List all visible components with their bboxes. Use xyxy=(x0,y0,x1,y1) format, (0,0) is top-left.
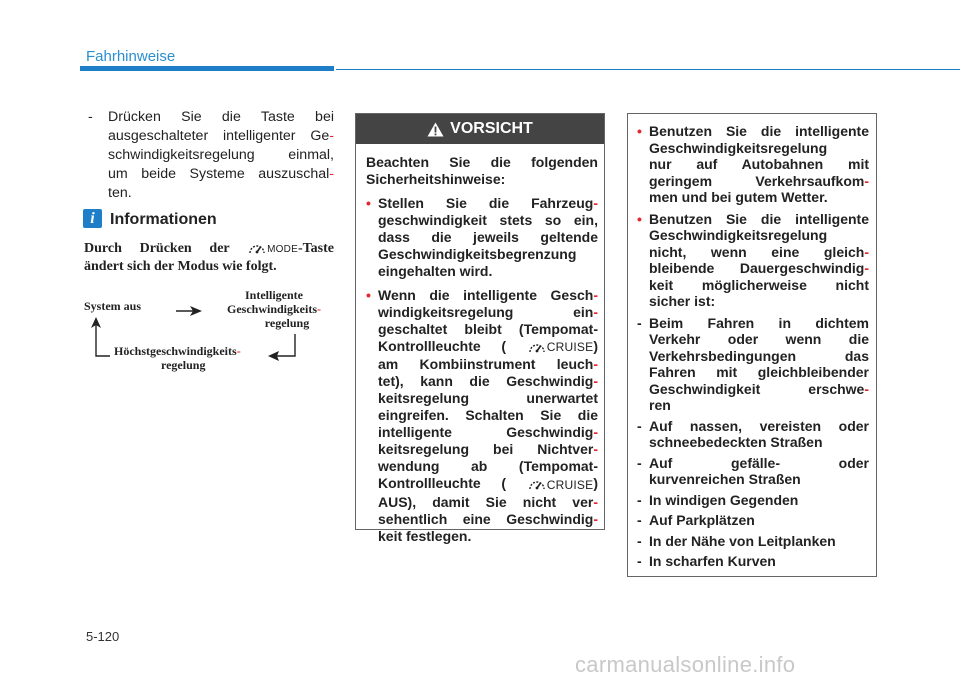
dash-text-line: ausgeschalteter intelligenter Ge- xyxy=(108,128,334,144)
right-subitem xyxy=(637,492,869,509)
cruise-indicator-icon xyxy=(527,476,594,494)
caution-title: VORSICHT xyxy=(450,120,533,137)
right-subitem-text xyxy=(649,418,869,451)
diagram-system-off: System aus xyxy=(84,299,142,313)
right-bullet-2-line: nicht, wenn eine gleich- xyxy=(649,243,869,260)
diagram-limit-hyphen: - xyxy=(236,344,241,358)
header-rule-thin xyxy=(336,69,960,70)
dash-text-line: Drücken Sie die Taste bei xyxy=(108,109,334,125)
caution-header xyxy=(356,114,604,144)
info-text-post: -Taste xyxy=(297,241,334,257)
caution-bullet-2 xyxy=(366,287,598,545)
bullet-dot: • xyxy=(366,195,371,211)
diagram-limit-line2: regelung xyxy=(161,358,206,372)
mode-button-label: MODE xyxy=(267,244,298,255)
right-subitem xyxy=(637,418,869,451)
diagram-arrows xyxy=(80,300,310,362)
caution-bullet-1-line: eingehalten wird. xyxy=(378,263,493,279)
diagram-limit-text: Höchstgeschwindigkeits xyxy=(114,344,237,358)
dash-text-line: um beide Systeme auszuschal- xyxy=(108,166,334,182)
arrow-up-line xyxy=(96,324,110,356)
right-bullet-1-text xyxy=(649,123,869,206)
right-subitem-line: In der Nähe von Leitplanken xyxy=(649,532,836,549)
section-title: Fahrhinweise xyxy=(86,48,176,65)
right-subitem-line: kurvenreichen Straßen xyxy=(649,471,801,487)
caution-bullet-1 xyxy=(366,195,598,280)
subitem-marker: - xyxy=(637,491,642,508)
right-bullet-2-line: sicher ist: xyxy=(649,293,716,309)
right-subitem xyxy=(637,533,869,550)
dash-text xyxy=(108,108,334,203)
cruise-label: CRUISE xyxy=(546,340,594,355)
mode-button-icon xyxy=(247,240,298,258)
right-subitem-line: ren xyxy=(649,397,671,413)
right-bullet-2-line: keit möglicherweise nicht xyxy=(649,276,869,293)
right-subitem-line: Geschwindigkeit erschwe- xyxy=(649,380,869,397)
right-subitem-line: Verkehrsbedingungen das xyxy=(649,347,869,364)
right-bullet-2-text xyxy=(649,211,869,310)
caution-bullet-2-text: Wenn die intelligente Gesch- windigkeitsregelung ein- geschaltet bleibt (Tempomat- Kontrollleuchte ( CRUISE) am Kombiinstrument leuch- tet), kann die Geschwindig- keitsregelung unerwartet eingreifen. Schalten Sie die intelligente Geschwindig- keitsregelung bei Nichtver- wendung ab (Tempomat- Kontrollleuchte ( CRUISE) AUS), damit Sie nicht ver- sehentlich eine Geschwindig- keit festlegen. xyxy=(378,287,598,544)
right-subitem xyxy=(637,553,869,570)
right-subitem-line: Auf gefälle- oder xyxy=(649,454,869,471)
right-subitem xyxy=(637,512,869,529)
info-title: Informationen xyxy=(110,211,217,228)
right-subitem-line: Verkehr oder wenn die xyxy=(649,331,869,347)
dash-text-line: ten. xyxy=(108,185,132,201)
bullet-dot: • xyxy=(366,287,371,303)
right-subitem-line: Auf Parkplätzen xyxy=(649,512,755,528)
subitem-marker: - xyxy=(637,417,642,434)
watermark: carmanualsonline.info xyxy=(575,652,796,677)
right-bullet-2-line: Benutzen Sie die intelligente xyxy=(649,210,869,227)
info-text xyxy=(84,240,334,275)
right-subitem-line: schneebedeckten Straßen xyxy=(649,434,823,450)
diagram-intelligent-hyphen: - xyxy=(317,302,321,316)
info-icon: i xyxy=(83,209,102,228)
right-bullet-1-line: Geschwindigkeitsregelung xyxy=(649,139,828,156)
caution-intro: Beachten Sie die folgenden Sicherheitshinweise: xyxy=(366,154,598,187)
right-subitem-text xyxy=(649,553,869,570)
right-body xyxy=(637,123,869,574)
right-bullet-1-line: geringem Verkehrsaufkom- xyxy=(649,172,869,189)
dash-marker: - xyxy=(88,109,93,125)
diagram-intelligent-line3: regelung xyxy=(264,316,310,330)
cruise-indicator-icon xyxy=(527,338,594,356)
subitem-marker: - xyxy=(637,512,642,528)
bullet-dot: • xyxy=(637,123,642,139)
right-subitem-text xyxy=(649,455,869,488)
bullet-dot: • xyxy=(637,210,642,227)
right-bullet-1-line: nur auf Autobahnen mit xyxy=(649,156,869,172)
right-subitem-line: Auf nassen, vereisten oder xyxy=(649,417,869,434)
caution-bullet-1-line: Stellen Sie die Fahrzeug- xyxy=(378,195,598,211)
right-bullet-2 xyxy=(637,211,869,310)
right-subitem-text xyxy=(649,492,869,509)
info-text-line2: ändert sich der Modus wie folgt. xyxy=(84,259,277,274)
dash-paragraph xyxy=(88,108,334,203)
right-subitem-line: Fahren mit gleichbleibender xyxy=(649,364,869,380)
header-rule-thick xyxy=(80,66,334,71)
diagram-intelligent-text: Geschwindigkeits xyxy=(226,302,317,316)
right-subitem-text xyxy=(649,315,869,414)
right-bullet-2-line: bleibende Dauergeschwindig- xyxy=(649,260,869,276)
right-subitem-text xyxy=(649,533,869,550)
right-subitem xyxy=(637,315,869,414)
cruise-label: CRUISE xyxy=(546,477,594,492)
page-number: 5-120 xyxy=(86,629,120,644)
right-subitem-line: Beim Fahren in dichtem xyxy=(649,314,869,331)
caution-bullet-1-text xyxy=(378,195,598,280)
subitem-marker: - xyxy=(637,314,642,331)
right-bullet-1-line: men und bei gutem Wetter. xyxy=(649,189,828,205)
caution-bullet-1-line: dass die jeweils geltende xyxy=(378,229,598,245)
diagram-intelligent-line1: Intelligente xyxy=(245,288,303,302)
dash-text-line: schwindigkeitsregelung einmal, xyxy=(108,147,334,163)
caution-bullet-1-line: geschwindigkeit stets so ein, xyxy=(378,212,598,228)
subitem-marker: - xyxy=(637,532,642,549)
warning-triangle-icon xyxy=(427,122,444,137)
caution-body xyxy=(366,154,598,552)
info-text-pre: Durch Drücken der xyxy=(84,241,230,257)
right-bullet-1-line: Benutzen Sie die intelligente xyxy=(649,123,869,139)
right-subitems xyxy=(637,315,869,570)
right-subitem-line: In windigen Gegenden xyxy=(649,491,799,508)
right-bullet-2-line: Geschwindigkeitsregelung xyxy=(649,227,828,243)
subitem-marker: - xyxy=(637,553,642,569)
subitem-marker: - xyxy=(637,454,642,471)
right-subitem-line: In scharfen Kurven xyxy=(649,553,776,569)
right-bullet-1 xyxy=(637,123,869,206)
right-subitem xyxy=(637,455,869,488)
caution-bullet-1-line: Geschwindigkeitsbegrenzung xyxy=(378,246,577,262)
right-subitem-text xyxy=(649,512,869,529)
